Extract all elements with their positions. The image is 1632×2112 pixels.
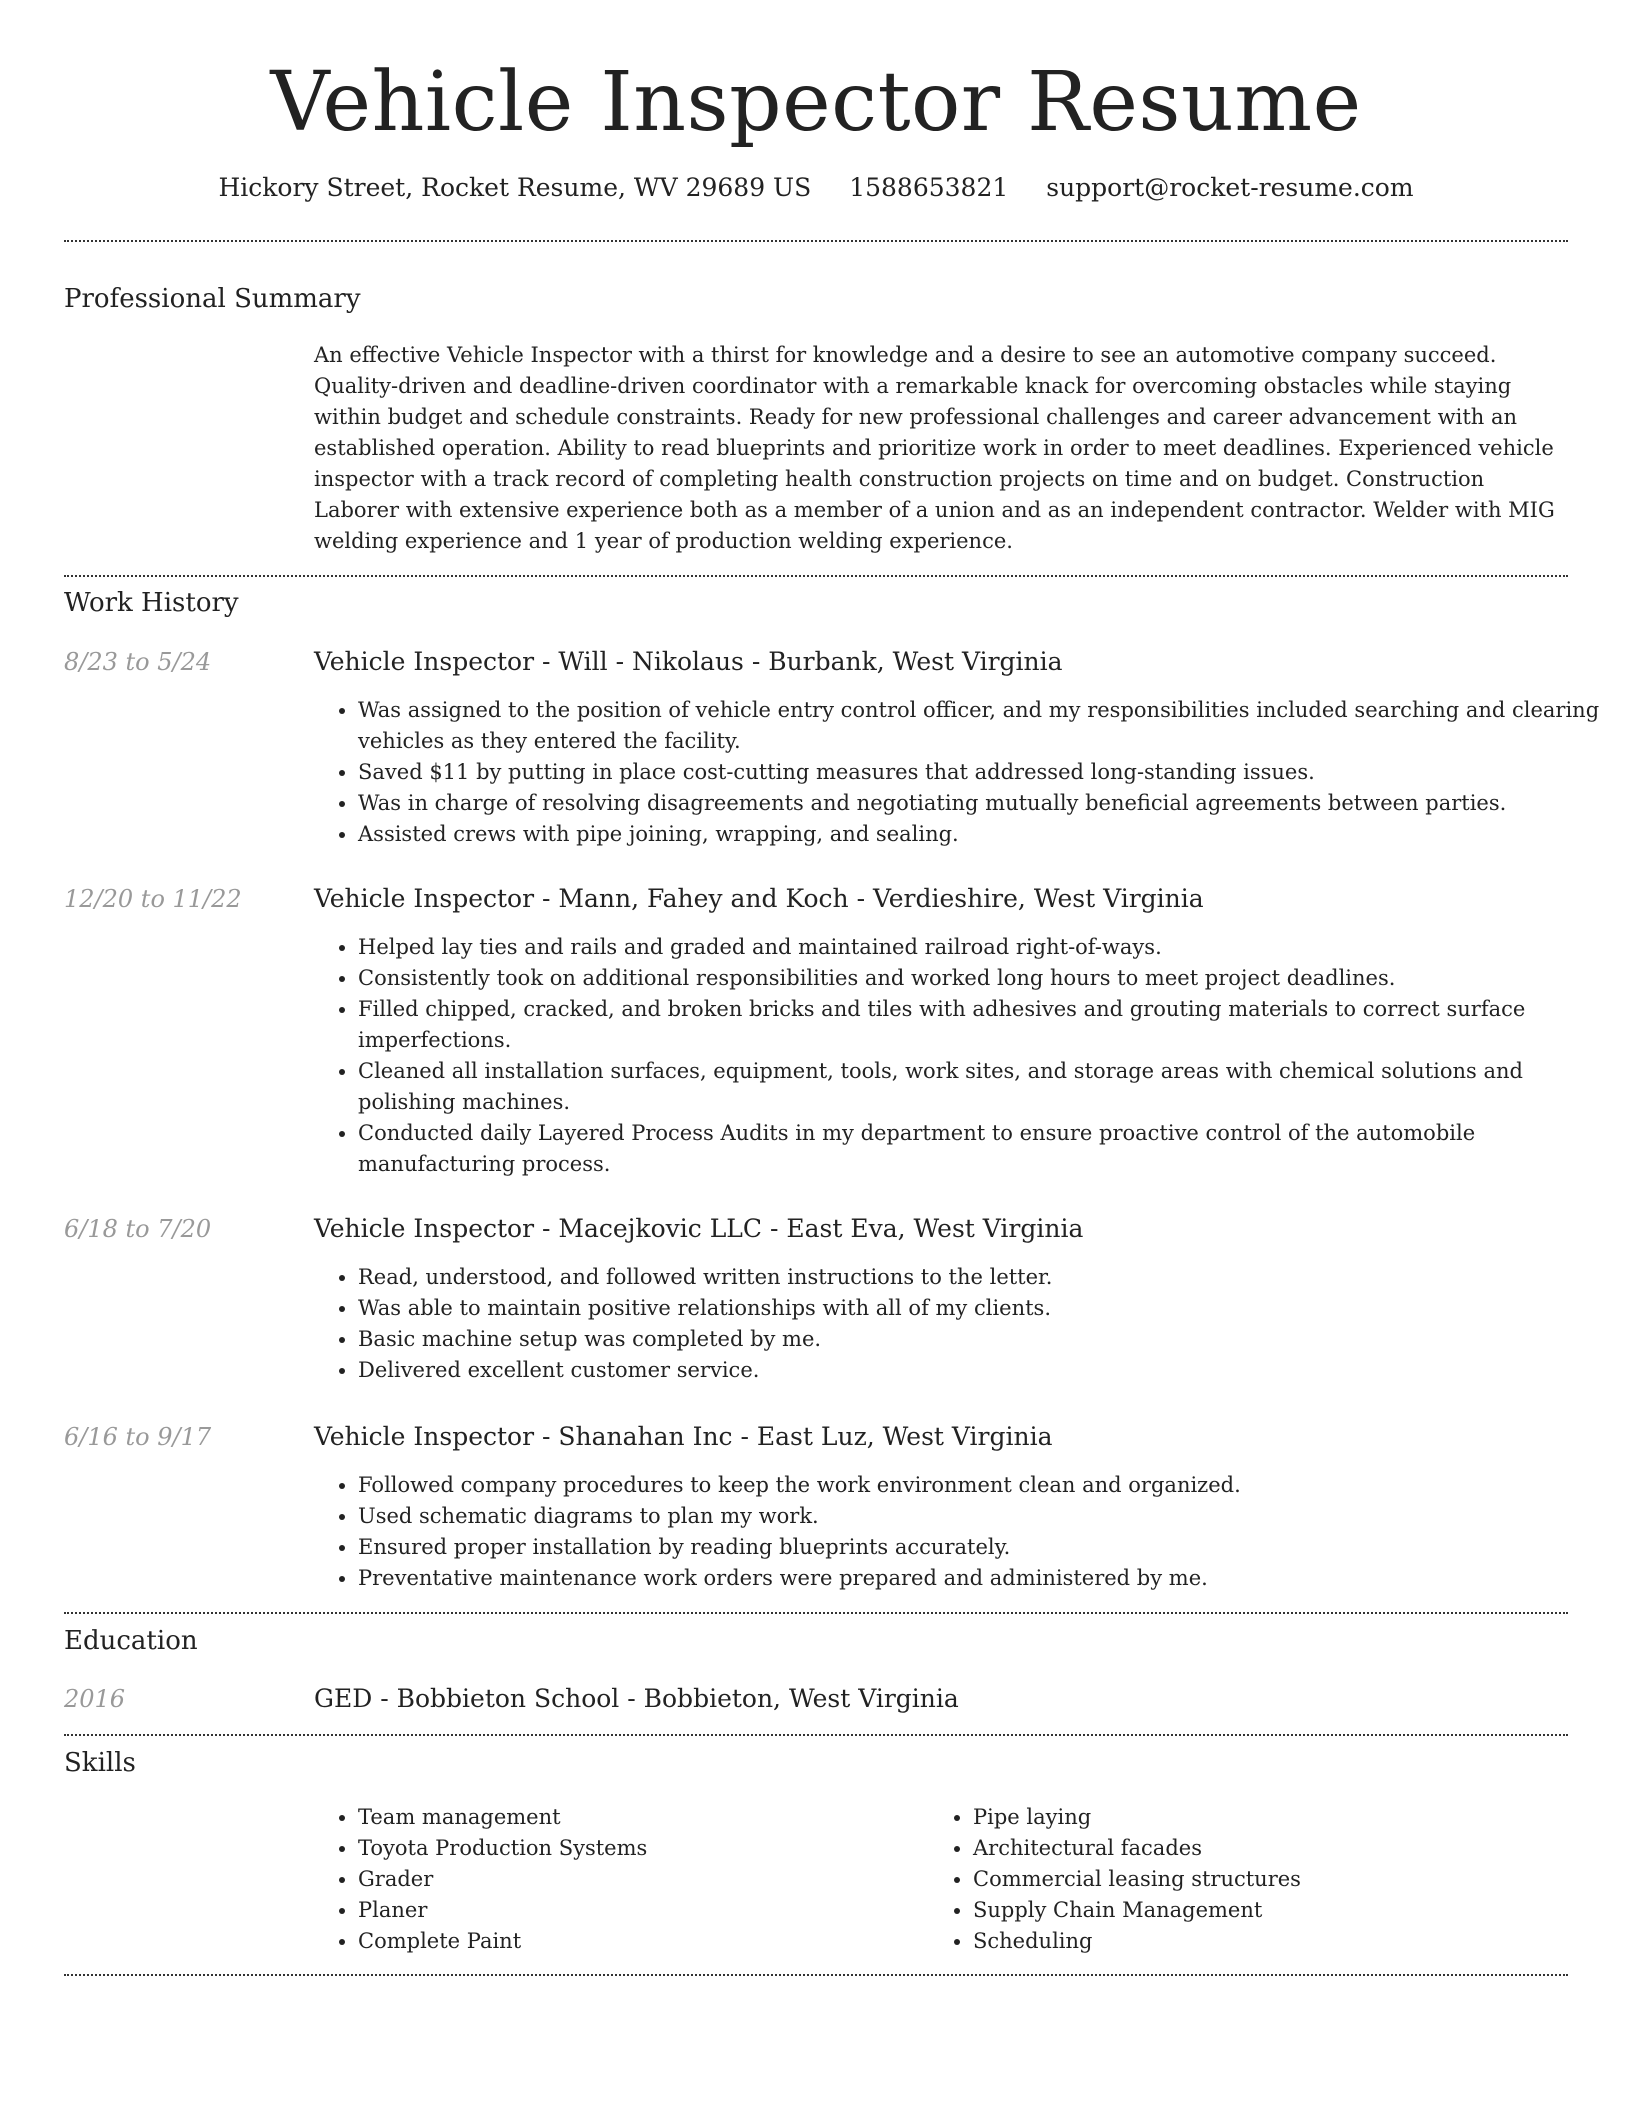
skill-item: • Planer bbox=[358, 1895, 958, 1926]
section-heading-summary: Professional Summary bbox=[64, 284, 361, 314]
skill-item: • Grader bbox=[358, 1864, 958, 1895]
job-bullet: • Ensured proper installation by reading blueprints accurately. bbox=[358, 1532, 1613, 1563]
job-bullet: • Cleaned all installation surfaces, equipment, tools, work sites, and storage areas with chemical solutions and polishing machines. bbox=[358, 1056, 1613, 1118]
job-bullet: • Followed company procedures to keep the work environment clean and organized. bbox=[358, 1470, 1613, 1501]
job-title: Vehicle Inspector - Mann, Fahey and Koch - Verdieshire, West Virginia bbox=[314, 884, 1204, 913]
job-dates: 12/20 to 11/22 bbox=[64, 885, 242, 913]
divider bbox=[64, 1974, 1568, 1976]
job-bullet: • Was assigned to the position of vehicle entry control officer, and my responsibilities included searching and clearing vehicles as they entered the facility. bbox=[358, 695, 1613, 757]
job-bullet: • Filled chipped, cracked, and broken bricks and tiles with adhesives and grouting materials to correct surface imperfections. bbox=[358, 994, 1613, 1056]
job-bullet: • Basic machine setup was completed by me. bbox=[358, 1324, 1613, 1355]
skill-item: • Architectural facades bbox=[973, 1833, 1573, 1864]
education-entry: GED - Bobbieton School - Bobbieton, West Virginia bbox=[314, 1684, 959, 1713]
page-title: Vehicle Inspector Resume bbox=[270, 55, 1362, 150]
skill-item: • Complete Paint bbox=[358, 1926, 958, 1957]
skill-item: • Commercial leasing structures bbox=[973, 1864, 1573, 1895]
job-bullets bbox=[314, 695, 1613, 850]
job-bullet: • Consistently took on additional responsibilities and worked long hours to meet project deadlines. bbox=[358, 963, 1613, 994]
contact-line bbox=[0, 170, 1632, 206]
skill-item: • Supply Chain Management bbox=[973, 1895, 1573, 1926]
job-bullets bbox=[314, 1262, 1613, 1386]
job-bullet: • Delivered excellent customer service. bbox=[358, 1355, 1613, 1386]
skill-item: • Toyota Production Systems bbox=[358, 1833, 958, 1864]
job-bullet: • Helped lay ties and rails and graded and maintained railroad right-of-ways. bbox=[358, 932, 1613, 963]
job-dates: 6/16 to 9/17 bbox=[64, 1423, 212, 1451]
contact-email: support@rocket-resume.com bbox=[1046, 173, 1414, 202]
divider bbox=[64, 575, 1568, 577]
section-heading-skills: Skills bbox=[64, 1748, 136, 1778]
divider bbox=[64, 1612, 1568, 1614]
contact-address: Hickory Street, Rocket Resume, WV 29689 US bbox=[218, 173, 812, 202]
job-dates: 6/18 to 7/20 bbox=[64, 1215, 212, 1243]
job-bullet: • Read, understood, and followed written instructions to the letter. bbox=[358, 1262, 1613, 1293]
job-bullet: • Conducted daily Layered Process Audits in my department to ensure proactive control of the automobile manufacturing process. bbox=[358, 1118, 1613, 1180]
job-bullet: • Assisted crews with pipe joining, wrapping, and sealing. bbox=[358, 819, 1613, 850]
job-title: Vehicle Inspector - Macejkovic LLC - East Eva, West Virginia bbox=[314, 1214, 1084, 1243]
section-heading-education: Education bbox=[64, 1626, 198, 1656]
skills-list-right bbox=[929, 1802, 1573, 1957]
skill-item: • Scheduling bbox=[973, 1926, 1573, 1957]
job-bullets bbox=[314, 1470, 1613, 1594]
job-dates: 8/23 to 5/24 bbox=[64, 648, 212, 676]
divider bbox=[64, 1734, 1568, 1736]
job-bullet: • Used schematic diagrams to plan my work. bbox=[358, 1501, 1613, 1532]
summary-text: An effective Vehicle Inspector with a thirst for knowledge and a desire to see an automotive company succeed. Quality-driven and deadline-driven coordinator with a remarkable knack for overcoming obstacles while staying within budget and schedule constraints. Ready for new professional challenges and career advancement with an established operation. Ability to read blueprints and prioritize work in order to meet deadlines. Experienced vehicle inspector with a track record of completing health construction projects on time and on budget. Construction Laborer with extensive experience both as a member of a union and as an independent contractor. Welder with MIG welding experience and 1 year of production welding experience. bbox=[314, 343, 1555, 553]
divider bbox=[64, 240, 1568, 242]
job-title: Vehicle Inspector - Shanahan Inc - East Luz, West Virginia bbox=[314, 1422, 1053, 1451]
skill-item: • Team management bbox=[358, 1802, 958, 1833]
job-bullet: • Preventative maintenance work orders were prepared and administered by me. bbox=[358, 1563, 1613, 1594]
education-year: 2016 bbox=[64, 1685, 126, 1713]
job-bullet: • Was in charge of resolving disagreements and negotiating mutually beneficial agreements between parties. bbox=[358, 788, 1613, 819]
section-heading-work: Work History bbox=[64, 588, 239, 618]
skills-list-left bbox=[314, 1802, 958, 1957]
job-title: Vehicle Inspector - Will - Nikolaus - Burbank, West Virginia bbox=[314, 647, 1063, 676]
job-bullet: • Saved $11 by putting in place cost-cutting measures that addressed long-standing issues. bbox=[358, 757, 1613, 788]
contact-phone: 1588653821 bbox=[849, 173, 1009, 202]
skill-item: • Pipe laying bbox=[973, 1802, 1573, 1833]
job-bullets bbox=[314, 932, 1613, 1180]
job-bullet: • Was able to maintain positive relationships with all of my clients. bbox=[358, 1293, 1613, 1324]
